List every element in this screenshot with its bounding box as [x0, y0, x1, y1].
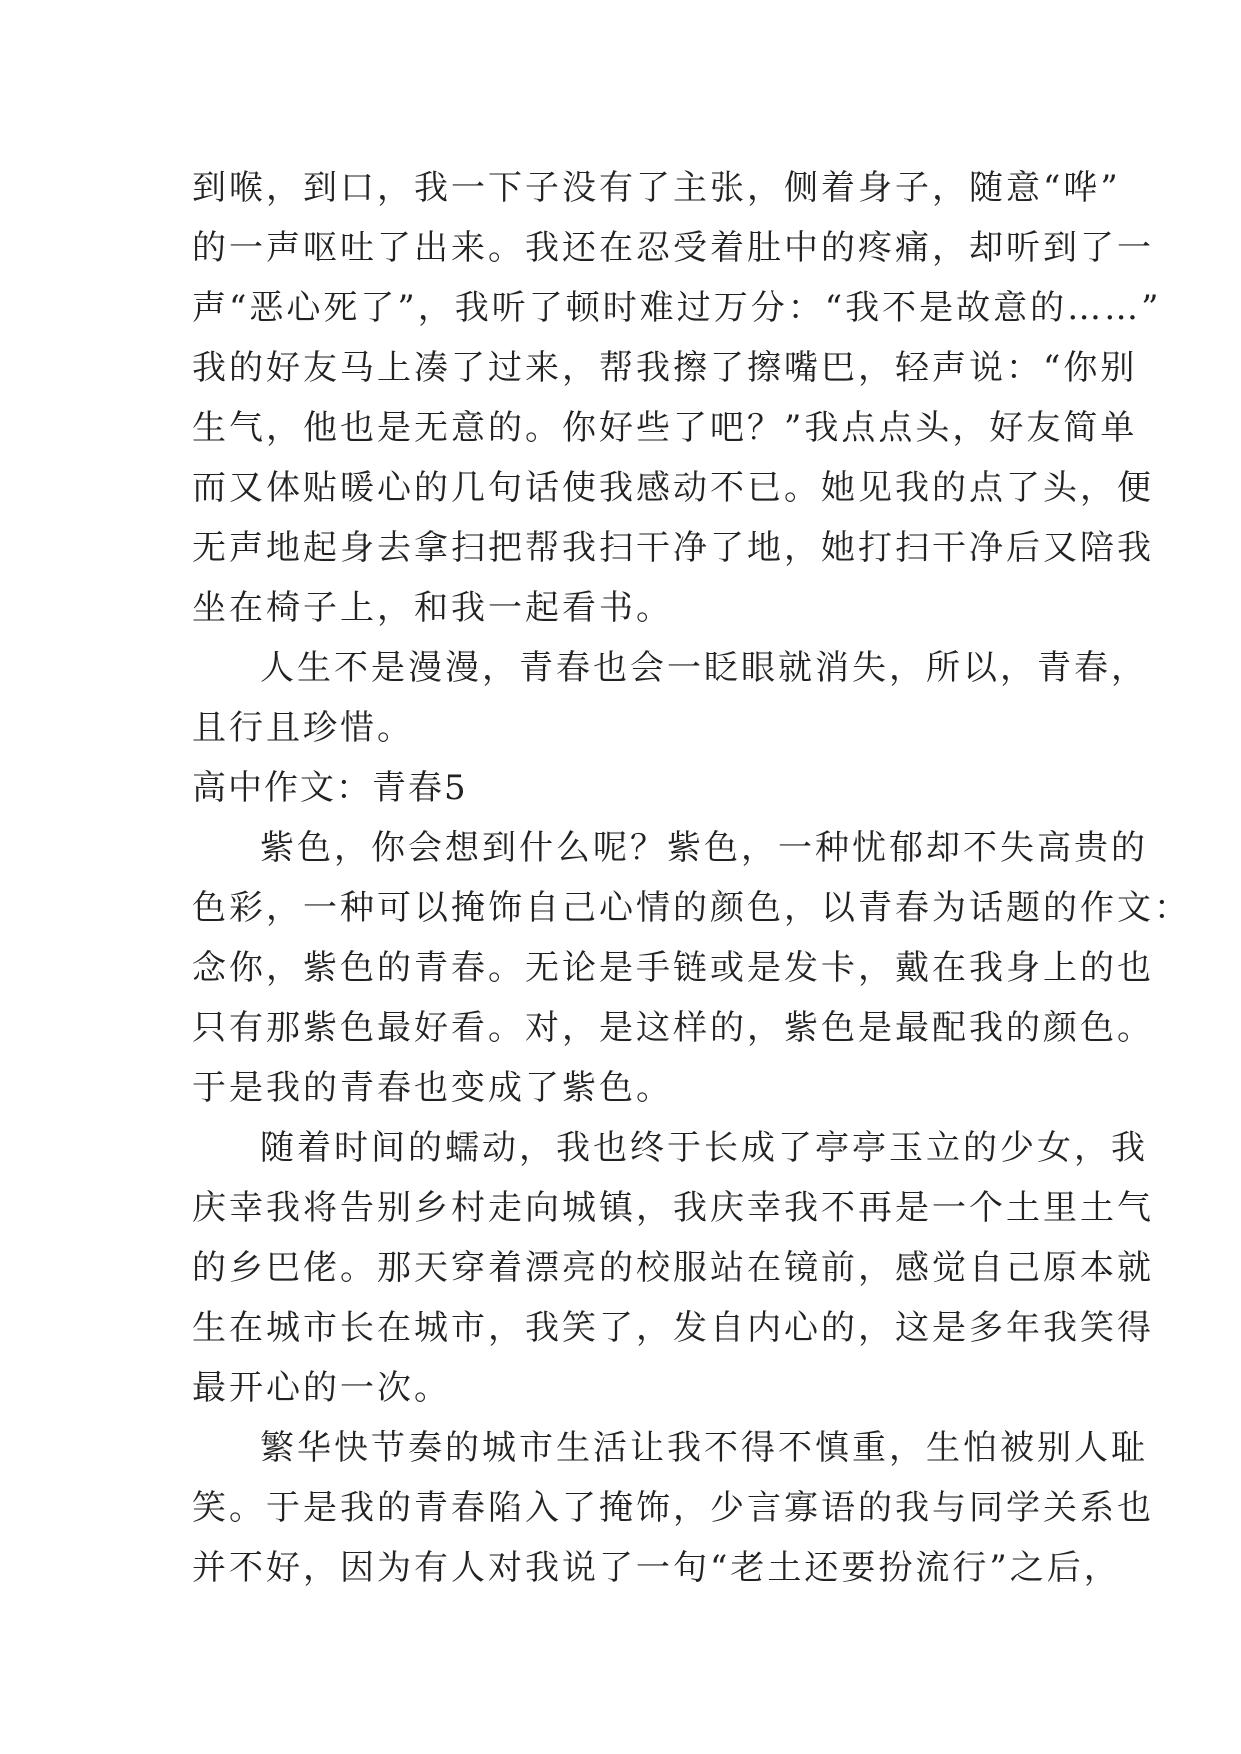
document-body	[192, 158, 1191, 1598]
section-heading: 高中作文：青春5	[192, 768, 468, 808]
text-line: 紫色，你会想到什么呢？紫色，一种忧郁却不失高贵的	[260, 828, 1148, 868]
text-line: 的乡巴佬。那天穿着漂亮的校服站在镜前，感觉自己原本就	[192, 1248, 1154, 1288]
text-line: 于是我的青春也变成了紫色。	[192, 1068, 673, 1108]
para-purple	[192, 818, 1191, 1118]
text-line: 人生不是漫漫，青春也会一眨眼就消失，所以，青春，	[260, 648, 1148, 688]
text-line: 色彩，一种可以掩饰自己心情的颜色，以青春为话题的作文：	[192, 888, 1191, 928]
text-line: 只有那紫色最好看。对，是这样的，紫色是最配我的颜色。	[192, 1008, 1154, 1048]
para-vomit-story	[192, 158, 1162, 638]
text-line: 并不好，因为有人对我说了一句“老土还要扮流行”之后，	[192, 1548, 1121, 1588]
text-line: 随着时间的蠕动，我也终于长成了亭亭玉立的少女，我	[260, 1128, 1148, 1168]
text-line: 到喉，到口，我一下子没有了主张，侧着身子，随意“哗”	[192, 168, 1121, 208]
text-line: 且行且珍惜。	[192, 708, 414, 748]
text-line: 庆幸我将告别乡村走向城镇，我庆幸我不再是一个土里土气	[192, 1188, 1154, 1228]
text-line: 声“恶心死了”，我听了顿时难过万分：“我不是故意的……”	[192, 288, 1162, 328]
text-line: 我的好友马上凑了过来，帮我擦了擦嘴巴，轻声说：“你别	[192, 348, 1138, 388]
text-line: 无声地起身去拿扫把帮我扫干净了地，她打扫干净后又陪我	[192, 528, 1154, 568]
text-line: 生在城市长在城市，我笑了，发自内心的，这是多年我笑得	[192, 1308, 1154, 1348]
text-line: 的一声呕吐了出来。我还在忍受着肚中的疼痛，却听到了一	[192, 228, 1154, 268]
para-cherish-youth	[192, 638, 1148, 758]
text-line: 念你，紫色的青春。无论是手链或是发卡，戴在我身上的也	[192, 948, 1154, 988]
text-line: 而又体贴暖心的几句话使我感动不已。她见我的点了头，便	[192, 468, 1154, 508]
text-line: 笑。于是我的青春陷入了掩饰，少言寡语的我与同学关系也	[192, 1488, 1154, 1528]
text-line: 生气，他也是无意的。你好些了吧？”我点点头，好友简单	[192, 408, 1138, 448]
text-line: 坐在椅子上，和我一起看书。	[192, 588, 673, 628]
text-line: 最开心的一次。	[192, 1368, 451, 1408]
para-grow-up	[192, 1118, 1154, 1418]
text-line: 繁华快节奏的城市生活让我不得不慎重，生怕被别人耻	[260, 1428, 1148, 1468]
para-city-life	[192, 1418, 1154, 1598]
